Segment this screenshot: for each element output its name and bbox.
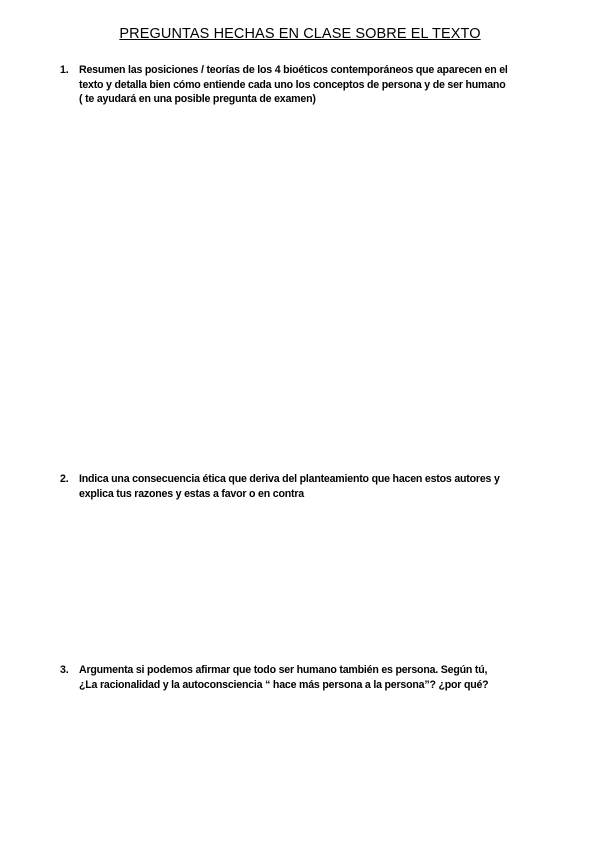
question-3 — [60, 663, 552, 692]
question-2 — [60, 472, 552, 501]
question-number: 2. — [60, 473, 69, 485]
question-line: explica tus razones y estas a favor o en contra — [79, 487, 304, 500]
question-line: Resumen las posiciones / teorías de los 4 bioéticos contemporáneos que aparecen en el — [79, 64, 508, 76]
question-1 — [60, 63, 552, 107]
question-text — [79, 63, 552, 107]
page-title: PREGUNTAS HECHAS EN CLASE SOBRE EL TEXTO — [119, 26, 481, 42]
question-text — [79, 663, 552, 692]
question-line: Argumenta si podemos afirmar que todo ser humano también es persona. Según tú, — [79, 664, 488, 676]
question-line: ( te ayudará en una posible pregunta de examen) — [79, 93, 316, 105]
question-line: Indica una consecuencia ética que deriva del planteamiento que hacen estos autores y — [79, 473, 500, 485]
question-line: texto y detalla bien cómo entiende cada uno los conceptos de persona y de ser humano — [79, 78, 506, 91]
question-number: 3. — [60, 664, 69, 676]
question-line: ¿La racionalidad y la autoconsciencia “ hace más persona a la persona”? ¿por qué? — [79, 678, 489, 691]
question-text — [79, 472, 552, 501]
question-number: 1. — [60, 64, 69, 76]
